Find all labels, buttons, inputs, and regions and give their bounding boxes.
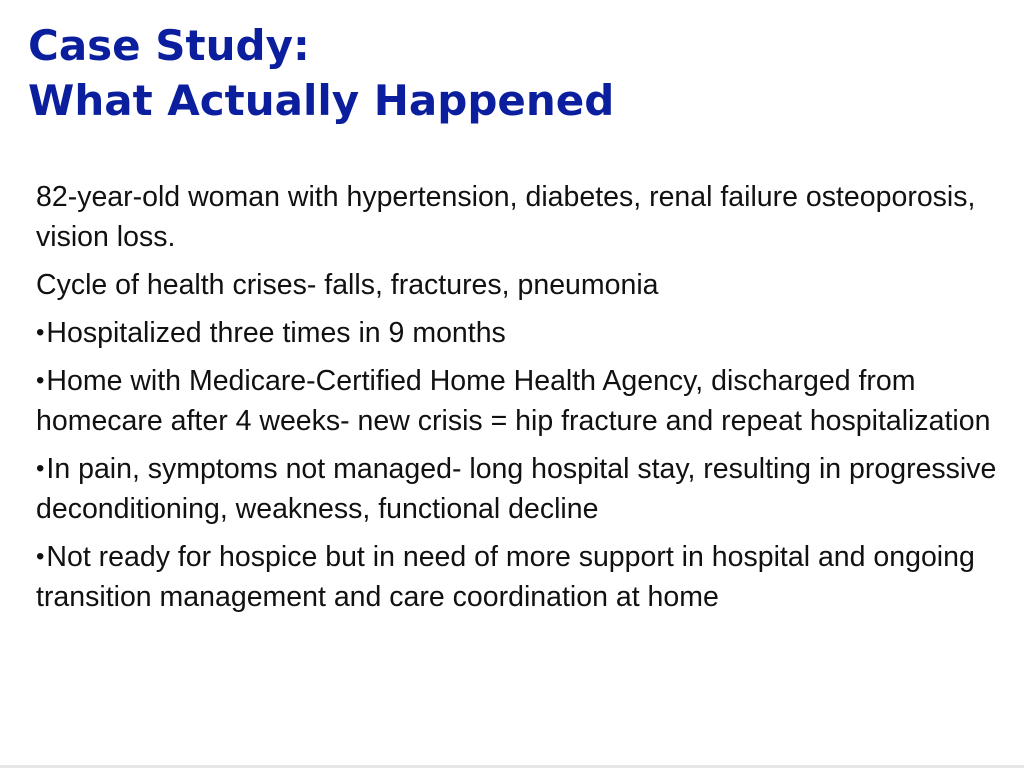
slide-body	[36, 177, 1018, 625]
slide-title	[28, 18, 614, 128]
paragraph-patient-summary	[36, 177, 1018, 257]
bullet-item-not-ready-hospice	[36, 537, 1018, 617]
paragraph-text: 82-year-old woman with hypertension, diabetes, renal failure osteoporosis, vision loss.	[36, 181, 976, 253]
bullet-text: Hospitalized three times in 9 months	[46, 317, 506, 349]
bullet-icon: •	[36, 455, 45, 482]
bullet-item-hospitalized	[36, 313, 1018, 353]
bullet-item-home-health	[36, 361, 1018, 441]
paragraph-text: Cycle of health crises- falls, fractures, pneumonia	[36, 269, 659, 301]
bullet-icon: •	[36, 367, 45, 394]
bullet-text: Home with Medicare-Certified Home Health Agency, discharged from homecare after 4 weeks- new crisis = hip fracture and repeat hospitalization	[36, 365, 991, 437]
title-line-1: Case Study:	[28, 21, 310, 70]
bullet-item-pain	[36, 449, 1018, 529]
paragraph-health-crises	[36, 265, 1018, 305]
bullet-text: In pain, symptoms not managed- long hospital stay, resulting in progressive deconditioning, weakness, functional decline	[36, 453, 997, 525]
title-line-2: What Actually Happened	[28, 76, 615, 125]
bullet-icon: •	[36, 543, 45, 570]
bullet-icon: •	[36, 319, 45, 346]
bullet-text: Not ready for hospice but in need of more support in hospital and ongoing transition management and care coordination at home	[36, 541, 975, 613]
